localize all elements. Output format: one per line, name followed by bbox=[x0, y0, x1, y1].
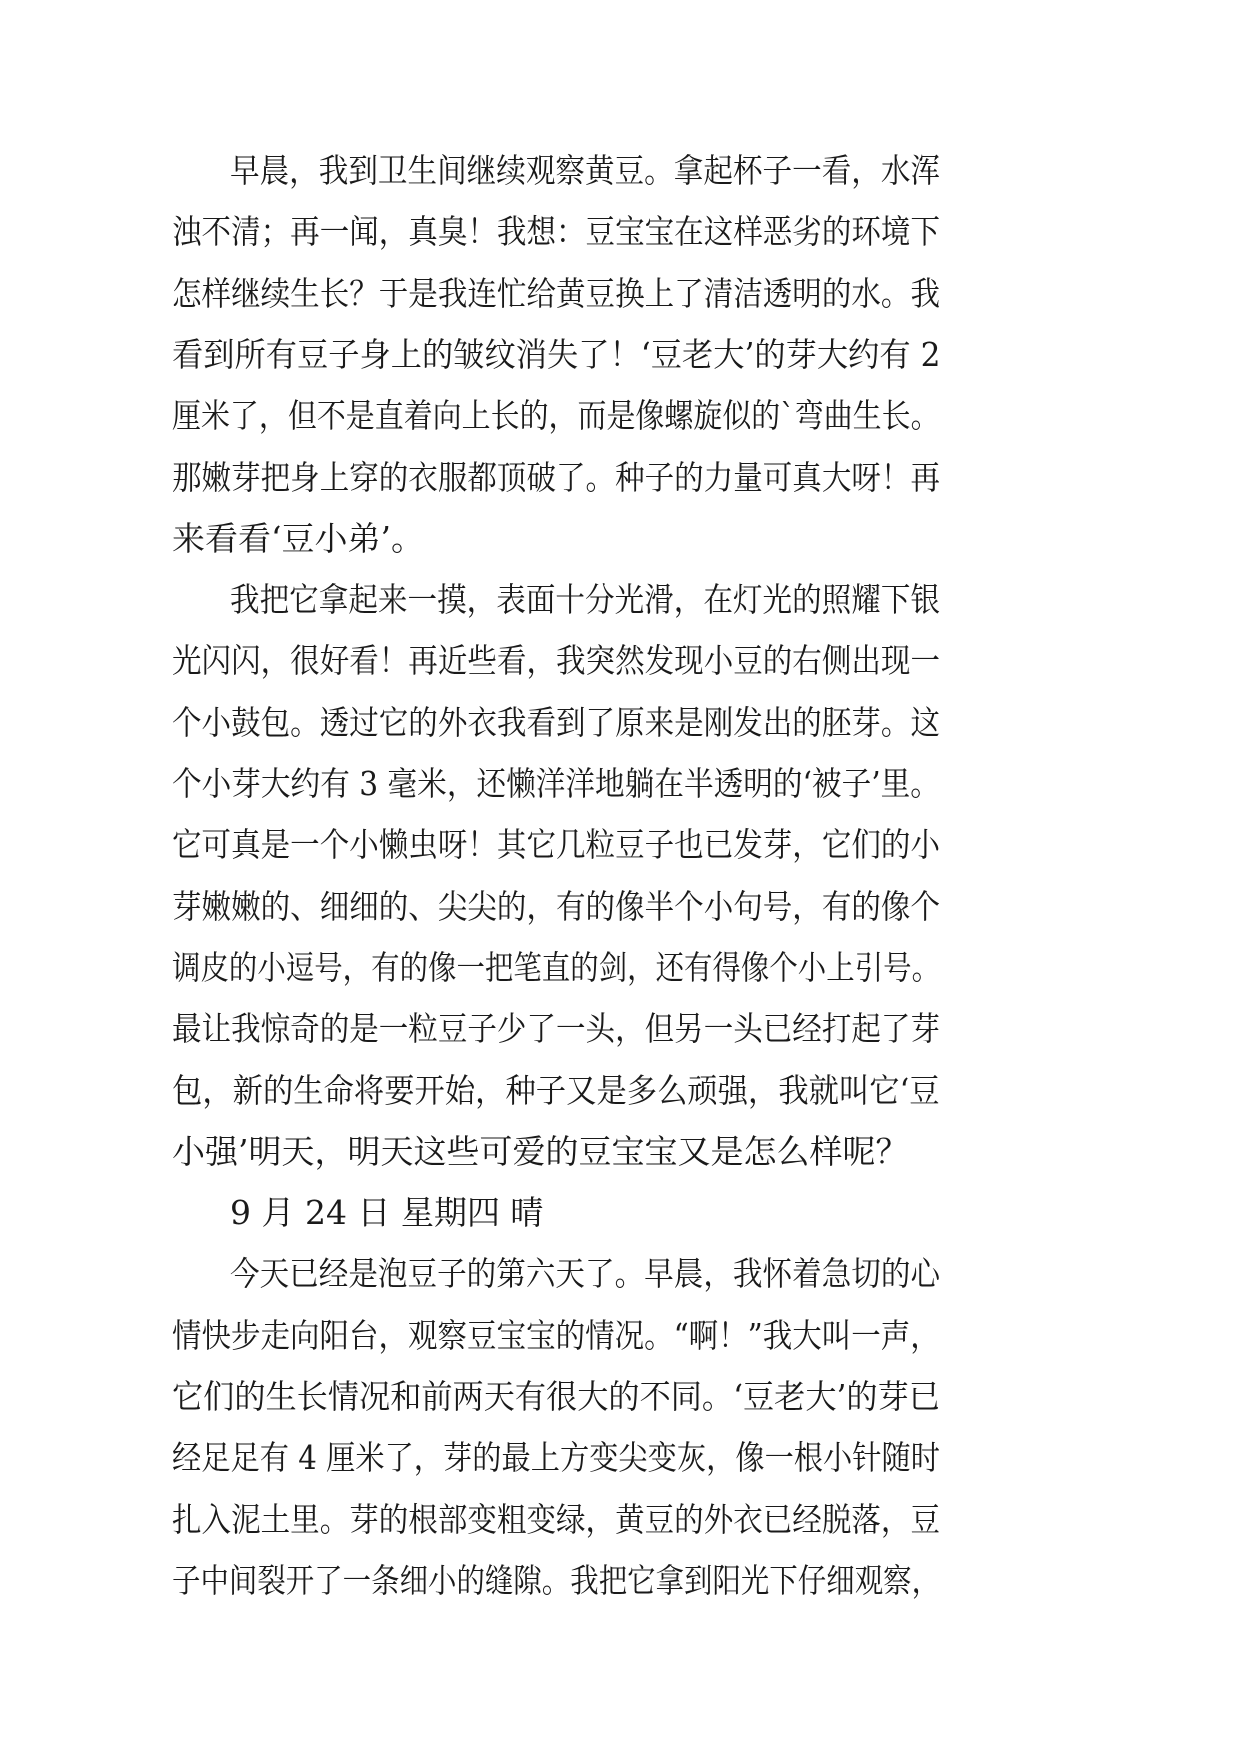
paragraph-line: 情快步走向阳台，观察豆宝宝的情况。“啊！”我大叫一声， bbox=[172, 1315, 940, 1355]
paragraph-line: 经足足有 4 厘米了，芽的最上方变尖变灰，像一根小针随时 bbox=[172, 1438, 940, 1478]
paragraph-line: 子中间裂开了一条细小的缝隙。我把它拿到阳光下仔细观察， bbox=[172, 1560, 941, 1600]
paragraph-line: 浊不清；再一闻，真臭！我想：豆宝宝在这样恶劣的环境下 bbox=[172, 212, 940, 252]
paragraph-line: 怎样继续生长？于是我连忙给黄豆换上了清洁透明的水。我 bbox=[172, 273, 940, 313]
paragraph-line: 最让我惊奇的是一粒豆子少了一头，但另一头已经打起了芽 bbox=[172, 1009, 940, 1049]
paragraph-first-line: 9 月 24 日 星期四 晴 bbox=[230, 1193, 544, 1233]
paragraph-line: 小强’明天，明天这些可爱的豆宝宝又是怎么样呢？ bbox=[172, 1131, 909, 1171]
paragraph-line: 调皮的小逗号，有的像一把笔直的剑，还有得像个小上引号。 bbox=[172, 947, 941, 987]
paragraph-line: 它们的生长情况和前两天有很大的不同。‘豆老大’的芽已 bbox=[172, 1377, 940, 1416]
paragraph-line: 光闪闪，很好看！再近些看，我突然发现小豆的右侧出现一 bbox=[172, 641, 940, 681]
paragraph-line: 个小芽大约有 3 毫米，还懒洋洋地躺在半透明的‘被子’里。 bbox=[172, 764, 940, 803]
paragraph-line: 芽嫩嫩的、细细的、尖尖的，有的像半个小句号，有的像个 bbox=[172, 886, 940, 926]
paragraph-line: 个小鼓包。透过它的外衣我看到了原来是刚发出的胚芽。这 bbox=[172, 702, 940, 742]
paragraph-line: 看到所有豆子身上的皱纹消失了！‘豆老大’的芽大约有 2 bbox=[172, 334, 941, 374]
paragraph-first-line: 今天已经是泡豆子的第六天了。早晨，我怀着急切的心 bbox=[230, 1254, 941, 1294]
paragraph-line: 来看看‘豆小弟’。 bbox=[172, 518, 424, 558]
paragraph-line: 扎入泥土里。芽的根部变粗变绿，黄豆的外衣已经脱落，豆 bbox=[172, 1499, 940, 1539]
paragraph-line: 厘米了，但不是直着向上长的，而是像螺旋似的`弯曲生长。 bbox=[172, 396, 940, 436]
paragraph-line: 包，新的生命将要开始，种子又是多么顽强，我就叫它‘豆 bbox=[172, 1070, 940, 1110]
paragraph-first-line: 早晨，我到卫生间继续观察黄豆。拿起杯子一看，水浑 bbox=[230, 151, 941, 190]
paragraph-line: 它可真是一个小懒虫呀！其它几粒豆子也已发芽，它们的小 bbox=[172, 825, 940, 865]
paragraph-first-line: 我把它拿起来一摸，表面十分光滑，在灯光的照耀下银 bbox=[230, 580, 941, 620]
paragraph-line: 那嫩芽把身上穿的衣服都顶破了。种子的力量可真大呀！再 bbox=[172, 457, 940, 497]
